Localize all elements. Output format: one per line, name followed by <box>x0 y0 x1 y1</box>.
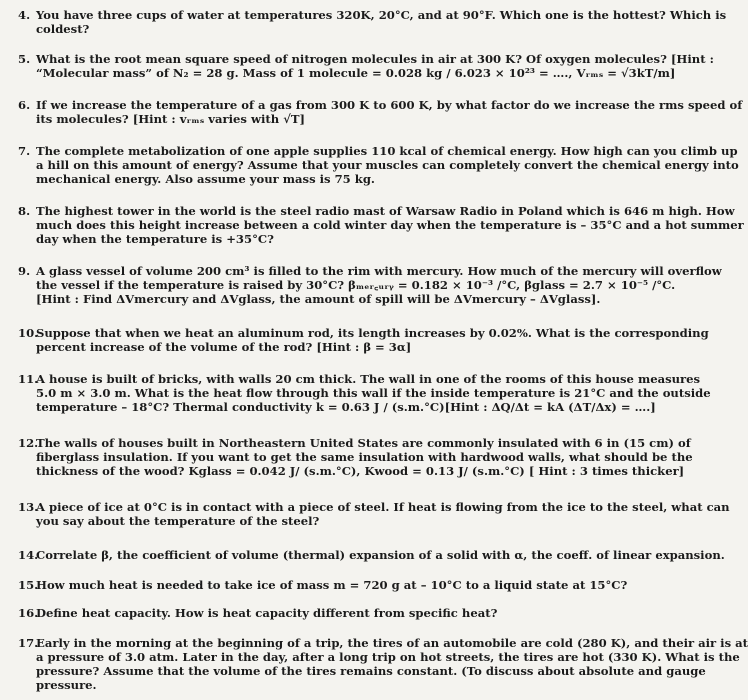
question-line: “Molecular mass” of N₂ = 28 g. Mass of 1 molecule = 0.028 kg / 6.023 × 10²³ = …., Vᵣₘₛ = √3kT/m] <box>36 66 676 80</box>
question-number: 11. <box>18 372 39 386</box>
question-text <box>36 326 709 354</box>
question-number: 10. <box>18 326 39 340</box>
question-number: 13. <box>18 500 39 514</box>
question-number: 7. <box>18 144 31 158</box>
question-line: pressure? Assume that the volume of the tires remains constant. (To discuss about absolute and gauge <box>36 664 706 678</box>
question-line: Define heat capacity. How is heat capacity different from specific heat? <box>36 606 498 620</box>
question-number: 15. <box>18 578 39 592</box>
question-text <box>36 98 743 126</box>
question-line: You have three cups of water at temperatures 320K, 20°C, and at 90°F. Which one is the hottest? Which is <box>36 8 727 22</box>
question-line: A glass vessel of volume 200 cm³ is filled to the rim with mercury. How much of the mercury will overflow <box>36 264 722 278</box>
question-line: pressure. <box>36 678 97 692</box>
question-line: 5.0 m × 3.0 m. What is the heat flow through this wall if the inside temperature is 21°C and the outside <box>36 386 711 400</box>
question-line: The highest tower in the world is the steel radio mast of Warsaw Radio in Poland which is 646 m high. How <box>36 204 735 218</box>
question-line: What is the root mean square speed of nitrogen molecules in air at 300 K? Of oxygen molecules? [Hint : <box>36 52 714 66</box>
question-line: Correlate β, the coefficient of volume (thermal) expansion of a solid with α, the coeff. of linear expansion. <box>36 548 725 562</box>
question-line: If we increase the temperature of a gas from 300 K to 600 K, by what factor do we increase the rms speed of <box>36 98 743 112</box>
question-text <box>36 372 711 414</box>
question-line: [Hint : Find ΔVmercury and ΔVglass, the amount of spill will be ΔVmercury – ΔVglass]. <box>36 292 601 306</box>
question-text <box>36 500 730 528</box>
question-number: 4. <box>18 8 31 22</box>
question-line: temperature – 18°C? Thermal conductivity k = 0.63 J / (s.m.°C)[Hint : ΔQ/Δt = kA (ΔT/Δx) = ….] <box>36 400 656 414</box>
question-text <box>36 8 727 36</box>
question-line: How much heat is needed to take ice of mass m = 720 g at – 10°C to a liquid state at 15°C? <box>36 578 628 592</box>
question-line: a pressure of 3.0 atm. Later in the day, after a long trip on hot streets, the tires are hot (330 K). What is the <box>36 650 740 664</box>
question-number: 5. <box>18 52 31 66</box>
question-line: The complete metabolization of one apple supplies 110 kcal of chemical energy. How high can you climb up <box>36 144 738 158</box>
question-line: day when the temperature is +35°C? <box>36 232 274 246</box>
question-line: thickness of the wood? Kglass = 0.042 J/ (s.m.°C), Kwood = 0.13 J/ (s.m.°C) [ Hint : 3 times thicker] <box>36 464 685 478</box>
question-line: Suppose that when we heat an aluminum rod, its length increases by 0.02%. What is the corresponding <box>36 326 709 340</box>
question-line: the vessel if the temperature is raised by 30°C? βₘₑᵣ꜀ᵤᵣᵧ = 0.182 × 10⁻³ /°C, βglass = 2.7 × 10⁻⁵ /°C. <box>36 278 676 292</box>
question-number: 16. <box>18 606 39 620</box>
question-line: A house is built of bricks, with walls 20 cm thick. The wall in one of the rooms of this house measures <box>36 372 701 386</box>
question-number: 8. <box>18 204 31 218</box>
question-line: its molecules? [Hint : vᵣₘₛ varies with √T] <box>36 112 305 126</box>
question-text <box>36 548 725 562</box>
question-text <box>36 204 744 246</box>
question-number: 17. <box>18 636 39 650</box>
question-line: Early in the morning at the beginning of a trip, the tires of an automobile are cold (280 K), and their air is at <box>36 636 748 650</box>
question-text <box>36 52 714 80</box>
question-text <box>36 578 644 592</box>
question-line: mechanical energy. Also assume your mass is 75 kg. <box>36 172 375 186</box>
question-text <box>36 264 722 306</box>
question-number: 12. <box>18 436 39 450</box>
question-line: A piece of ice at 0°C is in contact with a piece of steel. If heat is flowing from the ice to the steel, what can <box>36 500 730 514</box>
question-line: fiberglass insulation. If you want to get the same insulation with hardwood walls, what should be the <box>36 450 693 464</box>
question-line: much does this height increase between a cold winter day when the temperature is – 35°C and a hot summer <box>36 218 744 232</box>
question-line: coldest? <box>36 22 90 36</box>
question-text <box>36 436 693 478</box>
question-line: a hill on this amount of energy? Assume that your muscles can completely convert the chemical energy into <box>36 158 739 172</box>
question-number: 9. <box>18 264 31 278</box>
question-text <box>36 636 748 692</box>
question-text <box>36 144 739 186</box>
question-number: 14. <box>18 548 39 562</box>
question-line: The walls of houses built in Northeastern United States are commonly insulated with 6 in (15 cm) of <box>36 436 691 450</box>
question-line: percent increase of the volume of the rod? [Hint : β = 3α] <box>36 340 412 354</box>
question-text <box>36 606 644 620</box>
question-line: you say about the temperature of the steel? <box>36 514 320 528</box>
question-number: 6. <box>18 98 31 112</box>
